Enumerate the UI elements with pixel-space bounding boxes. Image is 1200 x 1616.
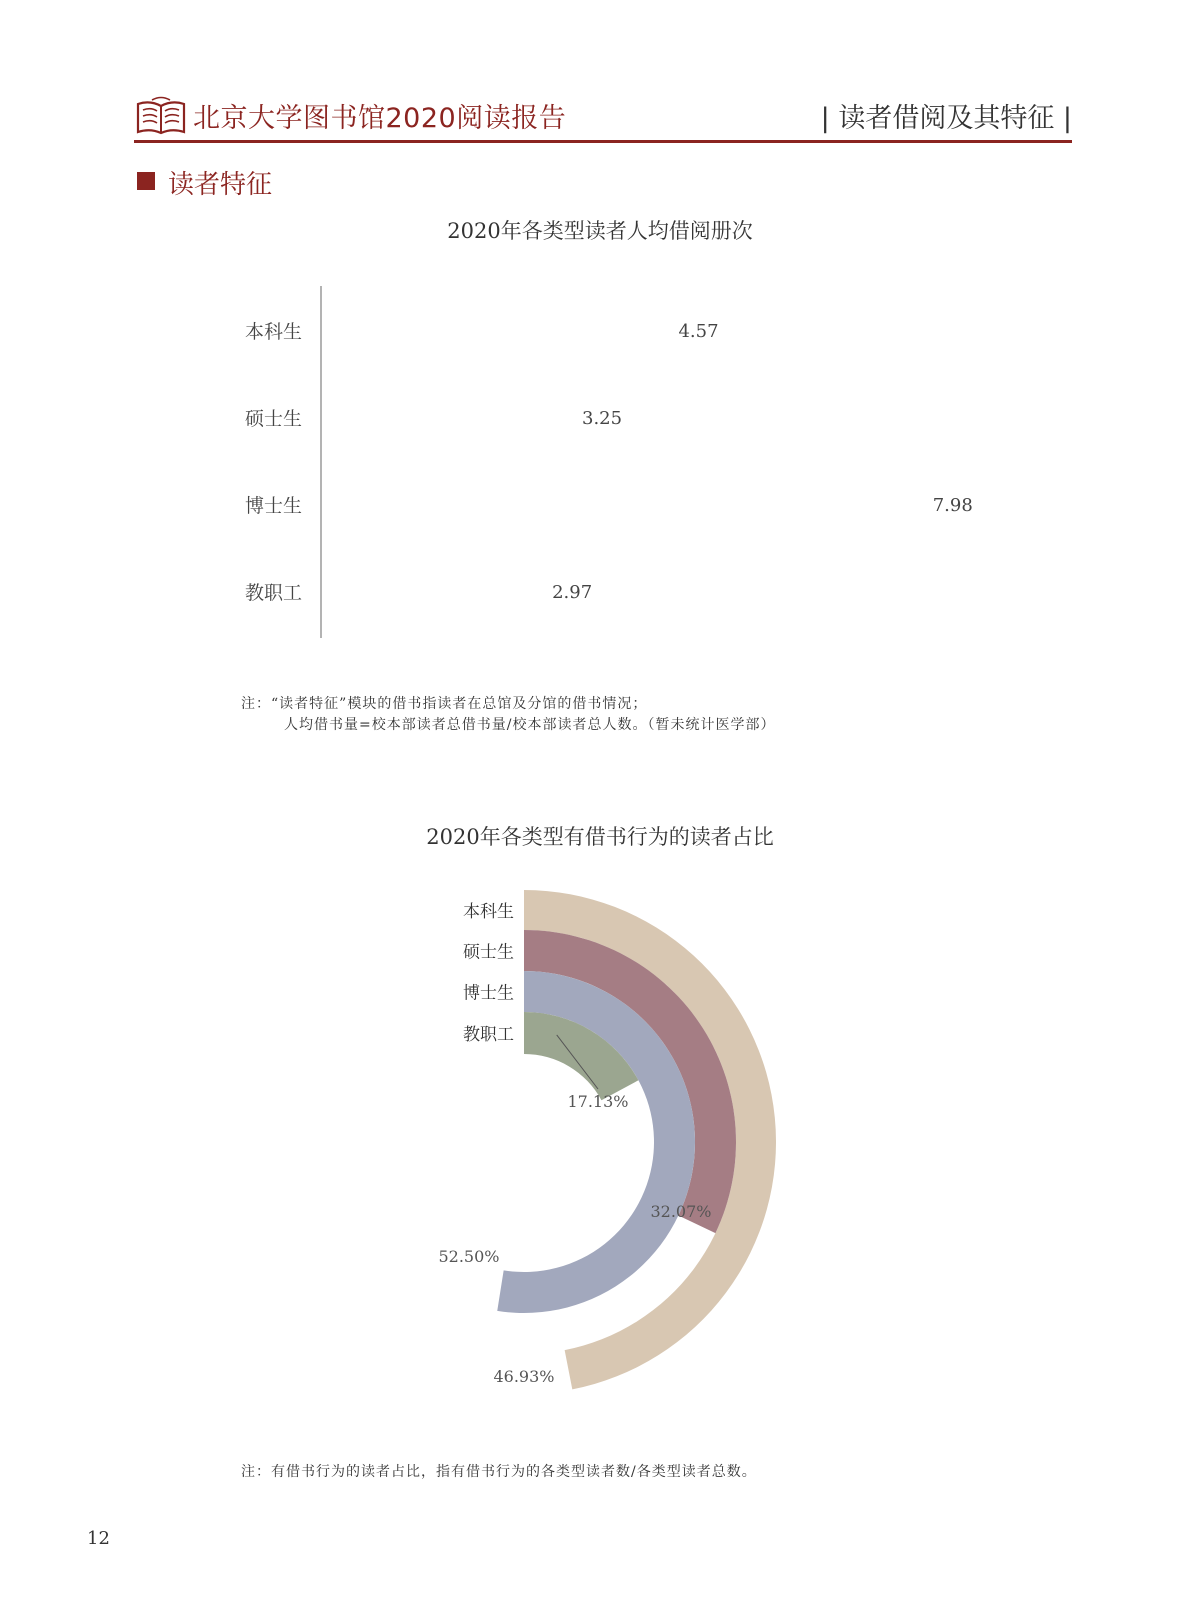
category-label: 教职工 [244,582,302,604]
book-mark [479,400,541,437]
book-mark [327,400,389,437]
book-mark [327,487,389,524]
book-mark [631,487,693,524]
category-label: 硕士生 [463,942,514,963]
section-title: 读者特征 [168,170,273,200]
chart2-title: 2020年各类型有借书行为的读者占比 [426,825,774,849]
book-mark [555,487,617,524]
borrower-ratio-chart [0,880,1200,1420]
category-label: 博士生 [463,983,514,1004]
category-label: 本科生 [244,321,302,343]
category-label: 硕士生 [244,408,302,430]
value-label: 52.50% [438,1247,500,1266]
book-mark [403,313,465,350]
book-mark [479,487,541,524]
category-label: 本科生 [463,902,514,922]
header-rule [134,140,1072,143]
report-title: 北京大学图书馆2020阅读报告 [193,103,567,134]
note1-line2: 人均借书量=校本部读者总借书量/校本部读者总人数。（暂未统计医学部） [284,717,776,733]
value-label: 2.97 [552,582,593,603]
value-label: 32.07% [650,1202,712,1221]
section-marker [137,172,155,190]
book-mark [479,313,541,350]
value-label: 46.93% [493,1367,555,1386]
category-label: 教职工 [463,1025,514,1045]
note2: 注：有借书行为的读者占比，指有借书行为的各类型读者数/各类型读者总数。 [241,1464,757,1480]
book-mark [479,574,541,611]
book-logo-icon [136,96,186,136]
book-mark [403,487,465,524]
note1-line1: 注：“读者特征”模块的借书指读者在总馆及分馆的借书情况； [241,696,648,712]
category-label: 博士生 [244,495,302,517]
value-label: 7.98 [932,495,973,516]
value-label: 4.57 [678,321,719,342]
book-mark [403,400,465,437]
chapter-title: | 读者借阅及其特征 | [820,103,1072,134]
per-capita-borrowing-chart [0,280,1200,650]
book-mark [859,487,921,524]
value-label: 17.13% [567,1092,629,1111]
chart1-title: 2020年各类型读者人均借阅册次 [447,219,753,243]
book-mark [707,487,769,524]
book-mark [327,313,389,350]
page-number: 12 [87,1528,110,1549]
book-mark [403,574,465,611]
value-label: 3.25 [582,408,623,429]
book-mark [783,487,845,524]
book-mark [327,574,389,611]
book-mark [555,313,617,350]
